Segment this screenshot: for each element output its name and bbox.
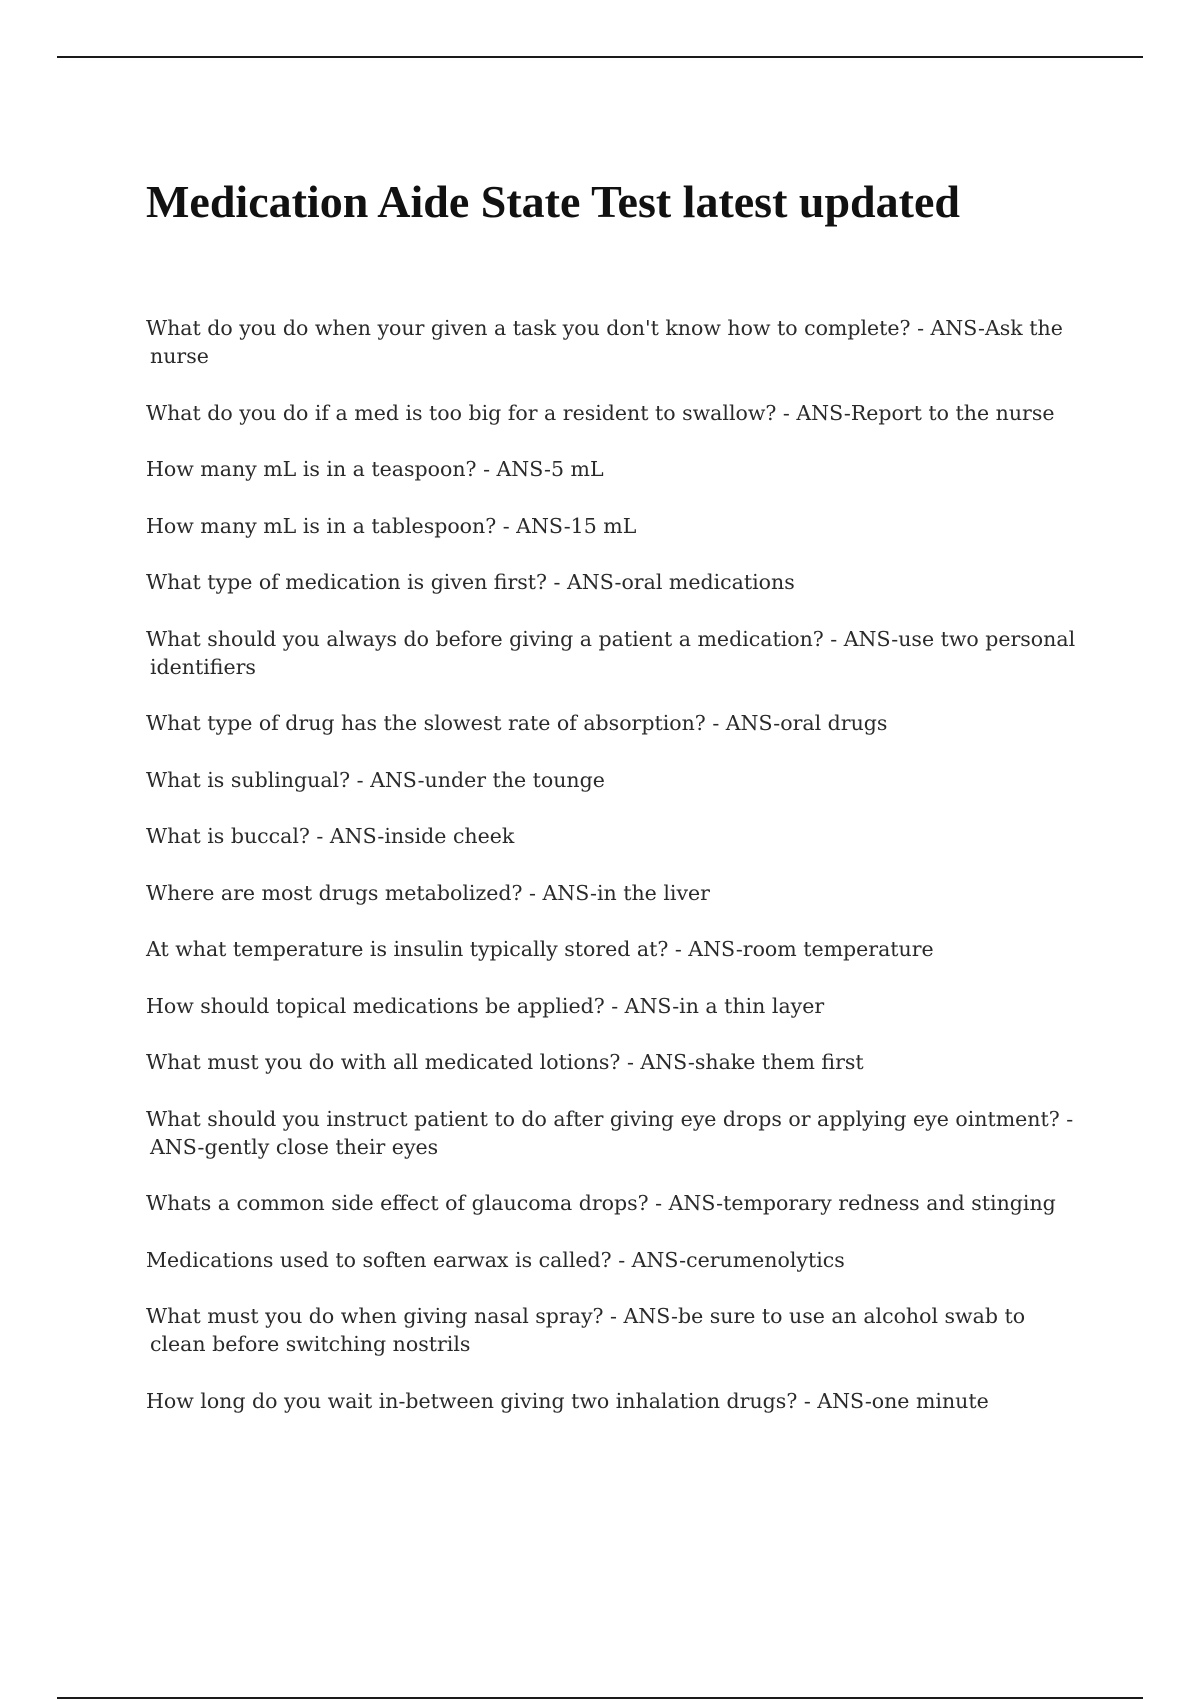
question-text: What should you always do before giving a patient a medication? (146, 626, 824, 651)
answer-text: Ask the nurse (150, 316, 1063, 368)
qa-item (146, 625, 1086, 681)
answer-text: one minute (871, 1388, 989, 1413)
answer-text: Report to the nurse (850, 400, 1055, 425)
answer-separator: - ANS- (705, 711, 781, 735)
qa-item (146, 766, 1086, 794)
answer-text: under the tounge (424, 767, 605, 792)
answer-text: in the liver (596, 880, 710, 905)
answer-text: use two personal identifiers (150, 626, 1076, 679)
answer-text: in a thin layer (679, 993, 825, 1018)
answer-text: 5 mL (550, 457, 604, 481)
qa-item (146, 1189, 1086, 1217)
question-text: What should you instruct patient to do after giving eye drops or applying eye ointment? (146, 1106, 1060, 1131)
answer-text: oral drugs (780, 711, 888, 735)
qa-item (146, 935, 1086, 963)
qa-item (146, 512, 1086, 540)
question-text: What type of drug has the slowest rate of absorption? (146, 711, 706, 735)
answer-text: cerumenolytics (686, 1247, 845, 1272)
question-text: Where are most drugs metabolized? (146, 880, 523, 905)
answer-text: inside cheek (384, 824, 515, 848)
question-text: How many mL is in a tablespoon? (146, 513, 497, 538)
answer-separator: - ANS- (910, 316, 985, 340)
qa-item (146, 1048, 1086, 1076)
question-text: How should topical medications be applied? (146, 993, 605, 1018)
answer-text: be sure to use an alcohol swab to clean before switching nostrils (150, 1304, 1026, 1356)
answer-separator: - ANS- (797, 1388, 872, 1413)
answer-separator: - ANS- (496, 513, 571, 538)
qa-item (146, 1246, 1086, 1274)
question-text: Whats a common side effect of glaucoma drops? (146, 1191, 649, 1215)
answer-separator: - ANS- (620, 1050, 695, 1074)
answer-text: oral medications (621, 570, 795, 594)
page-title: Medication Aide State Test latest updated (146, 176, 960, 227)
qa-item (146, 1105, 1086, 1161)
answer-separator: - ANS- (150, 1106, 1074, 1159)
answer-separator: - ANS- (776, 400, 851, 425)
bottom-rule (57, 1697, 1143, 1699)
qa-item (146, 822, 1086, 850)
answer-text: 15 mL (570, 513, 637, 538)
qa-item (146, 992, 1086, 1020)
qa-item (146, 455, 1086, 483)
top-rule (57, 56, 1143, 58)
question-text: What type of medication is given first? (146, 570, 548, 594)
qa-item (146, 568, 1086, 596)
qa-list (146, 314, 1086, 1443)
question-text: What do you do if a med is too big for a resident to swallow? (146, 400, 777, 425)
qa-item (146, 879, 1086, 907)
answer-separator: - ANS- (603, 1304, 678, 1328)
answer-separator: - ANS- (476, 457, 551, 481)
question-text: What is sublingual? (146, 767, 351, 792)
answer-separator: - ANS- (309, 824, 385, 848)
question-text: What must you do when giving nasal spray? (146, 1304, 604, 1328)
answer-separator: - ANS- (823, 626, 899, 651)
answer-separator: - ANS- (547, 570, 622, 594)
answer-separator: - ANS- (350, 767, 425, 792)
question-text: How long do you wait in-between giving two inhalation drugs? (146, 1388, 798, 1413)
answer-separator: - ANS- (648, 1191, 724, 1215)
qa-item (146, 399, 1086, 427)
qa-item (146, 709, 1086, 737)
question-text: What do you do when your given a task you don't know how to complete? (146, 316, 911, 340)
question-text: What must you do with all medicated lotions? (146, 1050, 621, 1074)
answer-text: temporary redness and stinging (723, 1191, 1056, 1215)
answer-text: gently close their eyes (204, 1134, 439, 1159)
answer-text: shake them first (694, 1050, 864, 1074)
qa-item (146, 1302, 1086, 1358)
answer-separator: - ANS- (668, 937, 743, 961)
question-text: Medications used to soften earwax is called? (146, 1247, 612, 1272)
answer-separator: - ANS- (604, 993, 680, 1018)
qa-item (146, 1387, 1086, 1415)
question-text: What is buccal? (146, 824, 310, 848)
question-text: How many mL is in a teaspoon? (146, 457, 477, 481)
qa-item (146, 314, 1086, 370)
answer-separator: - ANS- (611, 1247, 687, 1272)
answer-separator: - ANS- (522, 880, 597, 905)
answer-text: room temperature (742, 937, 934, 961)
question-text: At what temperature is insulin typically stored at? (146, 937, 669, 961)
